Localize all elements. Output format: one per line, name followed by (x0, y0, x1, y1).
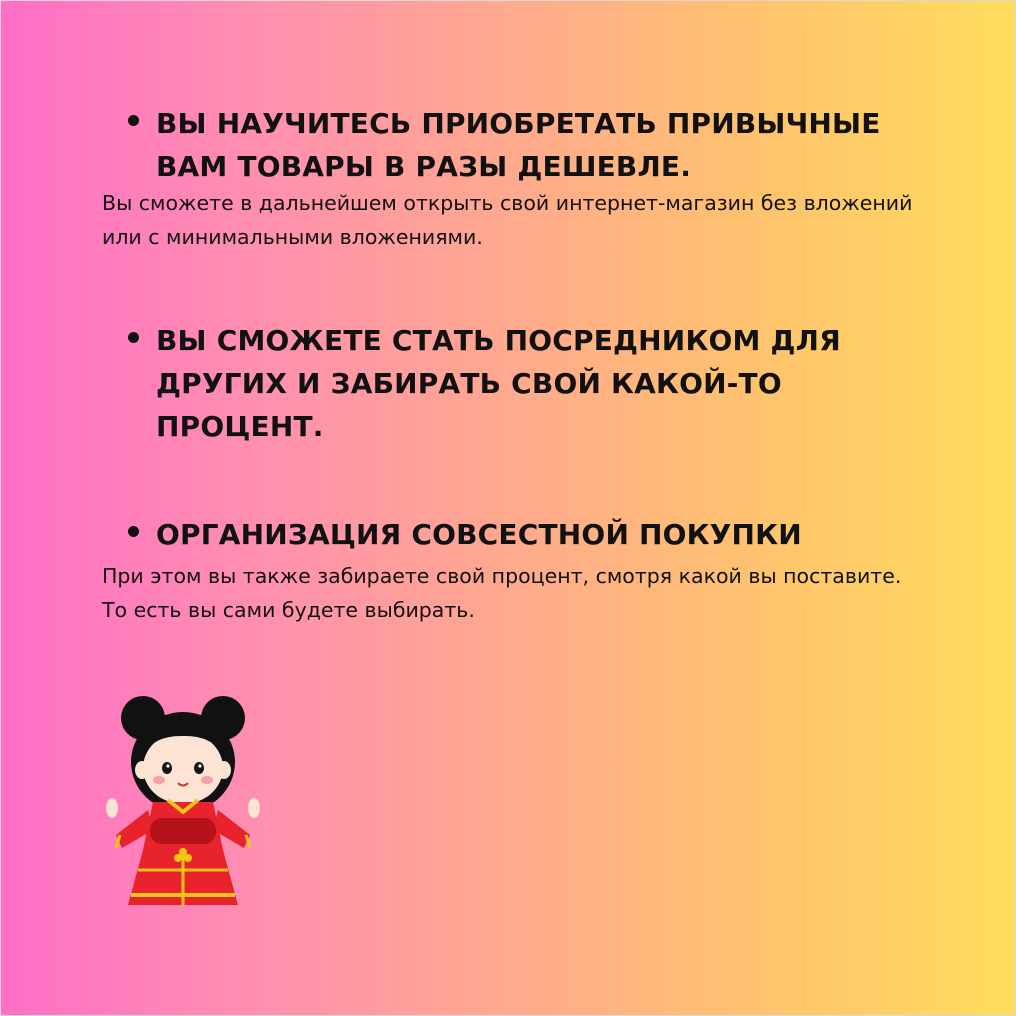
bullet-heading-2: ВЫ СМОЖЕТЕ СТАТЬ ПОСРЕДНИКОМ ДЛЯ ДРУГИХ И ЗАБИРАТЬ СВОЙ КАКОЙ-ТО ПРОЦЕНТ. (156, 324, 841, 443)
bullet-dot (128, 332, 139, 343)
chinese-girl-illustration (98, 690, 268, 915)
bullet-item-3 (128, 513, 802, 556)
bullet-heading-1: ВЫ НАУЧИТЕСЬ ПРИОБРЕТАТЬ ПРИВЫЧНЫЕ ВАМ ТОВАРЫ В РАЗЫ ДЕШЕВЛЕ. (156, 107, 881, 183)
bullet-item-2 (128, 319, 841, 448)
bullet-dot (128, 526, 139, 537)
bullet-description-3: При этом вы также забираете свой процент, смотря какой вы поставите. То есть вы сами будете выбирать. (102, 564, 902, 622)
bullet-heading-3: ОРГАНИЗАЦИЯ СОВСЕСТНОЙ ПОКУПКИ (156, 518, 802, 551)
bullet-description-1: Вы сможете в дальнейшем открыть свой интернет-магазин без вложений или с минимальными вложениями. (102, 191, 913, 249)
bullet-item-1 (128, 102, 881, 188)
bullet-dot (128, 115, 139, 126)
